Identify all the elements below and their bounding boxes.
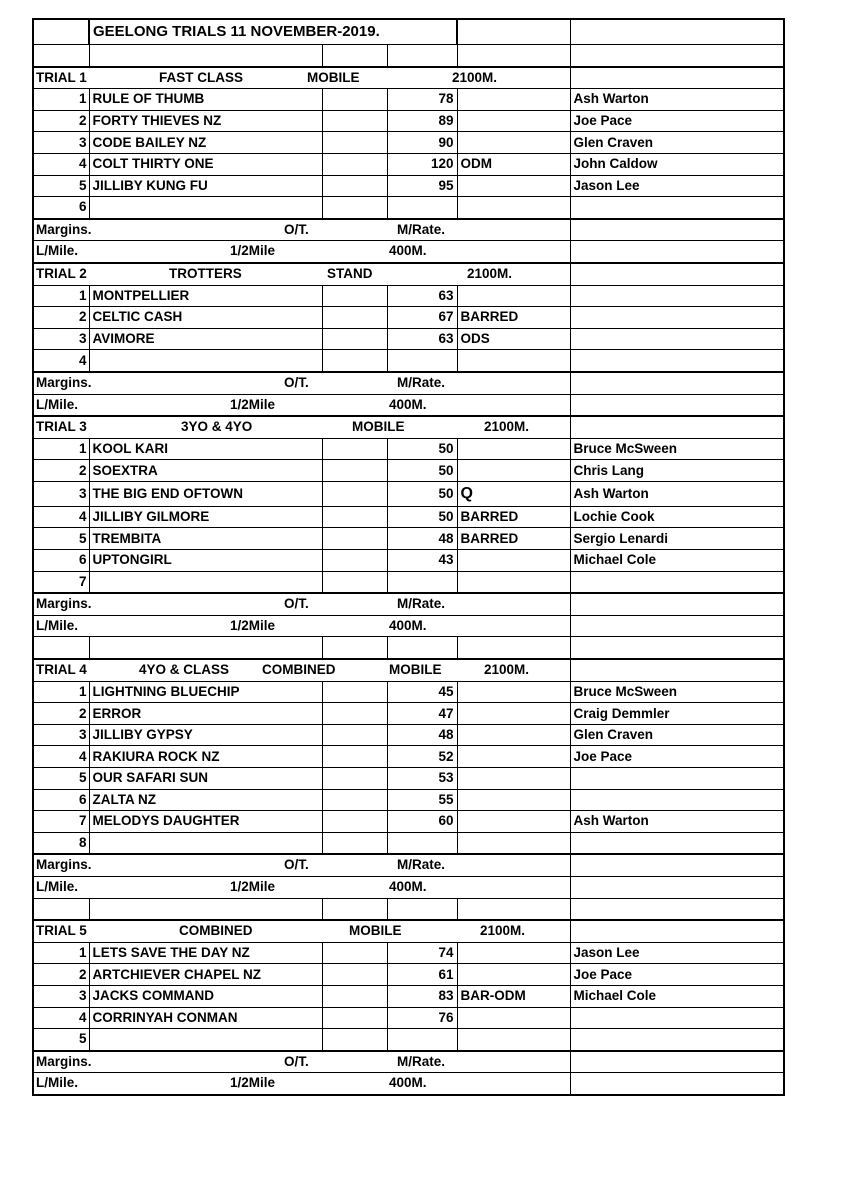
runner-number: 5 [33, 1029, 89, 1051]
runner-row [33, 481, 784, 506]
runner-number: 1 [33, 89, 89, 111]
runner-driver [570, 307, 784, 329]
page-title: GEELONG TRIALS 11 NOVEMBER-2019. [89, 19, 457, 45]
runner-driver: Ash Warton [570, 89, 784, 111]
trial-class: FAST CLASS [159, 69, 244, 85]
runner-name [89, 197, 322, 219]
runner-driver: John Caldow [570, 153, 784, 175]
trial-class: COMBINED [179, 923, 253, 939]
runner-note [457, 1029, 570, 1051]
runner-row [33, 1029, 784, 1051]
trial-class: 3YO & 4YO [181, 419, 253, 435]
runner-row [33, 681, 784, 703]
runner-row [33, 506, 784, 528]
mrate-label: M/Rate. [397, 221, 446, 237]
runner-number: 2 [33, 703, 89, 725]
runner-weight: 45 [387, 681, 457, 703]
sectional-row [33, 876, 784, 898]
runner-driver [570, 285, 784, 307]
sectional-row [33, 394, 784, 416]
runner-number: 1 [33, 681, 89, 703]
runner-driver [570, 768, 784, 790]
runner-name: AVIMORE [89, 328, 322, 350]
runner-number: 4 [33, 1007, 89, 1029]
runner-name: LETS SAVE THE DAY NZ [89, 942, 322, 964]
runner-note [457, 350, 570, 372]
trial-start: MOBILE [349, 923, 402, 939]
runner-name: CELTIC CASH [89, 307, 322, 329]
runner-note [457, 460, 570, 482]
runner-name: KOOL KARI [89, 438, 322, 460]
runner-note [457, 1007, 570, 1029]
runner-weight: 74 [387, 942, 457, 964]
runner-weight: 47 [387, 703, 457, 725]
runner-note [457, 681, 570, 703]
runner-row [33, 460, 784, 482]
runner-row [33, 89, 784, 111]
m400-label: 400M. [389, 243, 427, 259]
runner-note [457, 724, 570, 746]
lmile-label: L/Mile. [36, 1075, 79, 1091]
runner-number: 4 [33, 153, 89, 175]
runner-note: BARRED [457, 307, 570, 329]
trial-distance: 2100M. [484, 662, 530, 678]
runner-note [457, 550, 570, 572]
runner-note [457, 789, 570, 811]
runner-driver: Lochie Cook [570, 506, 784, 528]
runner-driver: Jason Lee [570, 942, 784, 964]
runner-weight: 83 [387, 985, 457, 1007]
trial-label: TRIAL 2 [36, 265, 87, 281]
runner-number: 3 [33, 481, 89, 506]
lmile-label: L/Mile. [36, 617, 79, 633]
trial-distance: 2100M. [484, 419, 530, 435]
runner-row [33, 942, 784, 964]
runner-note: Q [457, 481, 570, 506]
runner-name: RAKIURA ROCK NZ [89, 746, 322, 768]
margins-label: Margins. [36, 1053, 92, 1069]
runner-weight: 67 [387, 307, 457, 329]
runner-driver [570, 197, 784, 219]
runner-row [33, 746, 784, 768]
runner-note: BARRED [457, 528, 570, 550]
runner-note [457, 964, 570, 986]
trial-distance: 2100M. [480, 923, 526, 939]
runner-driver [570, 832, 784, 854]
runner-row [33, 811, 784, 833]
runner-number: 6 [33, 550, 89, 572]
mrate-label: M/Rate. [397, 374, 446, 390]
runner-driver: Michael Cole [570, 550, 784, 572]
runner-note [457, 768, 570, 790]
margins-row [33, 372, 784, 394]
margins-row [33, 1051, 784, 1073]
runner-number: 2 [33, 307, 89, 329]
runner-name [89, 832, 322, 854]
runner-row [33, 985, 784, 1007]
runner-driver: Glen Craven [570, 724, 784, 746]
runner-driver: Ash Warton [570, 811, 784, 833]
runner-weight: 61 [387, 964, 457, 986]
runner-name: UPTONGIRL [89, 550, 322, 572]
runner-weight: 63 [387, 285, 457, 307]
mrate-label: M/Rate. [397, 857, 446, 873]
runner-driver: Sergio Lenardi [570, 528, 784, 550]
runner-weight: 48 [387, 528, 457, 550]
runner-number: 5 [33, 175, 89, 197]
runner-number: 4 [33, 350, 89, 372]
trial-start: MOBILE [389, 662, 442, 678]
runner-note: BARRED [457, 506, 570, 528]
ot-label: O/T. [284, 1053, 309, 1069]
runner-weight: 53 [387, 768, 457, 790]
runner-name: MONTPELLIER [89, 285, 322, 307]
runner-row [33, 110, 784, 132]
runner-driver [570, 571, 784, 593]
half-mile-label: 1/2Mile [230, 396, 276, 412]
trial-label: TRIAL 3 [36, 419, 87, 435]
margins-label: Margins. [36, 221, 92, 237]
runner-row [33, 768, 784, 790]
runner-name: COLT THIRTY ONE [89, 153, 322, 175]
runner-number: 3 [33, 724, 89, 746]
runner-number: 7 [33, 811, 89, 833]
m400-label: 400M. [389, 878, 427, 894]
half-mile-label: 1/2Mile [230, 617, 276, 633]
runner-note [457, 832, 570, 854]
trial-extra: COMBINED [262, 662, 336, 678]
lmile-label: L/Mile. [36, 243, 79, 259]
trial-1-header [33, 67, 784, 89]
runner-name [89, 571, 322, 593]
runner-weight: 50 [387, 460, 457, 482]
half-mile-label: 1/2Mile [230, 878, 276, 894]
sectional-row [33, 241, 784, 263]
runner-driver [570, 789, 784, 811]
spacer-row [33, 45, 784, 67]
runner-number: 8 [33, 832, 89, 854]
trial-4-header [33, 659, 784, 681]
ot-label: O/T. [284, 221, 309, 237]
runner-driver: Michael Cole [570, 985, 784, 1007]
runner-driver: Joe Pace [570, 110, 784, 132]
trial-start: MOBILE [352, 419, 405, 435]
m400-label: 400M. [389, 1075, 427, 1091]
runner-weight [387, 350, 457, 372]
runner-driver: Joe Pace [570, 964, 784, 986]
ot-label: O/T. [284, 857, 309, 873]
trial-start: MOBILE [307, 69, 360, 85]
runner-name [89, 1029, 322, 1051]
runner-name: OUR SAFARI SUN [89, 768, 322, 790]
trial-3-header [33, 416, 784, 438]
runner-weight [387, 197, 457, 219]
runner-row [33, 571, 784, 593]
runner-number: 2 [33, 964, 89, 986]
runner-weight: 43 [387, 550, 457, 572]
ot-label: O/T. [284, 374, 309, 390]
runner-note [457, 285, 570, 307]
runner-name: JILLIBY GYPSY [89, 724, 322, 746]
sectional-row [33, 1073, 784, 1095]
runner-name: JACKS COMMAND [89, 985, 322, 1007]
runner-weight: 48 [387, 724, 457, 746]
runner-driver: Chris Lang [570, 460, 784, 482]
mrate-label: M/Rate. [397, 596, 446, 612]
runner-weight: 52 [387, 746, 457, 768]
runner-number: 2 [33, 110, 89, 132]
runner-number: 4 [33, 746, 89, 768]
runner-row [33, 832, 784, 854]
runner-number: 5 [33, 768, 89, 790]
runner-name: ERROR [89, 703, 322, 725]
runner-note [457, 175, 570, 197]
runner-weight: 60 [387, 811, 457, 833]
runner-number: 1 [33, 438, 89, 460]
runner-note: ODM [457, 153, 570, 175]
runner-row [33, 789, 784, 811]
runner-name: RULE OF THUMB [89, 89, 322, 111]
trial-label: TRIAL 1 [36, 69, 87, 85]
runner-name: TREMBITA [89, 528, 322, 550]
trial-start: STAND [327, 265, 373, 281]
margins-row [33, 854, 784, 876]
runner-number: 7 [33, 571, 89, 593]
margins-row [33, 593, 784, 615]
runner-row [33, 132, 784, 154]
trial-5-header [33, 920, 784, 942]
trial-distance: 2100M. [467, 265, 513, 281]
results-sheet [32, 18, 783, 1096]
runner-number: 6 [33, 789, 89, 811]
runner-driver: Glen Craven [570, 132, 784, 154]
trial-2-header [33, 263, 784, 285]
trial-label: TRIAL 4 [36, 662, 87, 678]
runner-row [33, 724, 784, 746]
runner-note [457, 438, 570, 460]
runner-name: JILLIBY GILMORE [89, 506, 322, 528]
runner-driver: Jason Lee [570, 175, 784, 197]
runner-number: 3 [33, 328, 89, 350]
spacer-row [33, 898, 784, 920]
runner-weight [387, 571, 457, 593]
runner-number: 1 [33, 942, 89, 964]
runner-note: BAR-ODM [457, 985, 570, 1007]
half-mile-label: 1/2Mile [230, 1075, 276, 1091]
margins-label: Margins. [36, 374, 92, 390]
runner-weight: 78 [387, 89, 457, 111]
runner-row [33, 438, 784, 460]
runner-note: ODS [457, 328, 570, 350]
runner-name: JILLIBY KUNG FU [89, 175, 322, 197]
runner-row [33, 703, 784, 725]
trial-class: 4YO & CLASS [139, 662, 230, 678]
runner-driver: Bruce McSween [570, 681, 784, 703]
runner-weight: 50 [387, 481, 457, 506]
runner-weight: 120 [387, 153, 457, 175]
runner-note [457, 110, 570, 132]
runner-row [33, 350, 784, 372]
runner-driver: Bruce McSween [570, 438, 784, 460]
runner-driver: Craig Demmler [570, 703, 784, 725]
runner-name: FORTY THIEVES NZ [89, 110, 322, 132]
margins-label: Margins. [36, 596, 92, 612]
spacer-row [33, 637, 784, 659]
margins-row [33, 219, 784, 241]
runner-weight: 63 [387, 328, 457, 350]
title-row [33, 19, 784, 45]
runner-driver: Ash Warton [570, 481, 784, 506]
runner-driver [570, 350, 784, 372]
runner-row [33, 175, 784, 197]
runner-name [89, 350, 322, 372]
runner-weight: 50 [387, 438, 457, 460]
sectional-row [33, 615, 784, 637]
runner-weight: 95 [387, 175, 457, 197]
runner-number: 5 [33, 528, 89, 550]
runner-note [457, 942, 570, 964]
trials-table [32, 18, 785, 1096]
runner-name: CORRINYAH CONMAN [89, 1007, 322, 1029]
mrate-label: M/Rate. [397, 1053, 446, 1069]
runner-row [33, 197, 784, 219]
runner-driver [570, 1007, 784, 1029]
margins-label: Margins. [36, 857, 92, 873]
runner-row [33, 1007, 784, 1029]
runner-note [457, 811, 570, 833]
trial-distance: 2100M. [452, 69, 498, 85]
runner-row [33, 328, 784, 350]
runner-number: 2 [33, 460, 89, 482]
runner-name: THE BIG END OFTOWN [89, 481, 322, 506]
runner-number: 1 [33, 285, 89, 307]
runner-weight: 90 [387, 132, 457, 154]
runner-weight [387, 1029, 457, 1051]
trial-class: TROTTERS [169, 265, 242, 281]
runner-number: 3 [33, 985, 89, 1007]
runner-number: 3 [33, 132, 89, 154]
runner-name: LIGHTNING BLUECHIP [89, 681, 322, 703]
runner-row [33, 528, 784, 550]
runner-name: MELODYS DAUGHTER [89, 811, 322, 833]
runner-row [33, 307, 784, 329]
trial-label: TRIAL 5 [36, 923, 87, 939]
runner-weight: 55 [387, 789, 457, 811]
runner-note [457, 89, 570, 111]
runner-note [457, 132, 570, 154]
runner-weight: 76 [387, 1007, 457, 1029]
runner-row [33, 964, 784, 986]
runner-driver [570, 328, 784, 350]
runner-note [457, 746, 570, 768]
runner-row [33, 285, 784, 307]
runner-note [457, 703, 570, 725]
runner-weight [387, 832, 457, 854]
runner-name: ZALTA NZ [89, 789, 322, 811]
ot-label: O/T. [284, 596, 309, 612]
lmile-label: L/Mile. [36, 396, 79, 412]
runner-row [33, 153, 784, 175]
runner-driver [570, 1029, 784, 1051]
half-mile-label: 1/2Mile [230, 243, 276, 259]
runner-number: 4 [33, 506, 89, 528]
runner-row [33, 550, 784, 572]
runner-weight: 50 [387, 506, 457, 528]
m400-label: 400M. [389, 617, 427, 633]
runner-name: SOEXTRA [89, 460, 322, 482]
m400-label: 400M. [389, 396, 427, 412]
runner-weight: 89 [387, 110, 457, 132]
runner-driver: Joe Pace [570, 746, 784, 768]
runner-note [457, 197, 570, 219]
runner-number: 6 [33, 197, 89, 219]
runner-note [457, 571, 570, 593]
lmile-label: L/Mile. [36, 878, 79, 894]
runner-name: ARTCHIEVER CHAPEL NZ [89, 964, 322, 986]
runner-name: CODE BAILEY NZ [89, 132, 322, 154]
